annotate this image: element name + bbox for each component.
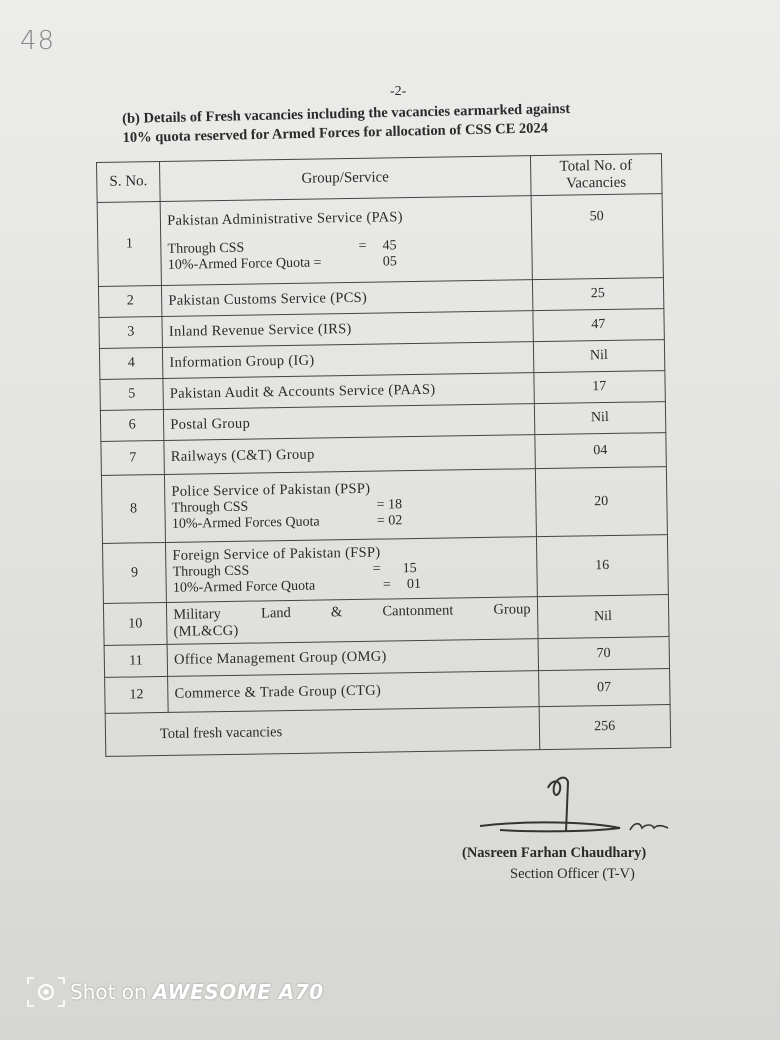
row-total: Nil: [533, 340, 665, 373]
header-sno: S. No.: [97, 161, 161, 202]
row-sno: 9: [102, 542, 166, 603]
row-total: 25: [532, 278, 664, 311]
sub-value: 15: [402, 561, 417, 577]
sub-value: 01: [406, 576, 422, 593]
vacancies-table-wrap: [96, 153, 671, 757]
row-group-name: Railways (C&T) Group: [164, 435, 535, 475]
row-sno: 8: [101, 474, 165, 543]
row-group-name: Pakistan Customs Service (PCS): [162, 280, 533, 317]
table-row: [97, 194, 663, 287]
row-group-name: Foreign Service of Pakistan (FSP): [172, 544, 381, 564]
camera-watermark: [26, 976, 324, 1008]
row-sno: 7: [101, 440, 165, 475]
row-group-name: Police Service of Pakistan (PSP): [171, 480, 371, 500]
row-sno: 12: [105, 676, 169, 713]
sub-label: Through CSS: [167, 240, 245, 257]
signatory-name: (Nasreen Farhan Chaudhary): [462, 845, 647, 861]
header-total-line1: Total No. of: [559, 157, 633, 175]
row-total: 70: [538, 637, 670, 671]
row-group-name: Pakistan Audit & Accounts Service (PAAS): [163, 373, 534, 410]
heading-line-2: 10% quota reserved for Armed Forces for allocation of CSS CE 2024: [122, 120, 549, 146]
row-group-name: Office Management Group (OMG): [167, 639, 538, 677]
signatory-title: Section Officer (T-V): [510, 866, 635, 882]
camera-lens-icon: [26, 976, 66, 1008]
total-label: Total fresh vacancies: [105, 707, 539, 757]
sub-eq: =: [358, 238, 367, 254]
sub-value: 45: [382, 238, 397, 254]
sub-eq: =: [382, 577, 391, 593]
row-sno: 3: [99, 316, 163, 348]
page-number: -2-: [390, 84, 407, 99]
row-sno: 5: [100, 378, 164, 410]
row-total: 07: [538, 669, 670, 707]
row-group-name: Inland Revenue Service (IRS): [162, 311, 533, 348]
handwritten-page-note: 48: [20, 26, 56, 56]
header-group: Group/Service: [160, 156, 531, 202]
row-total: 04: [534, 433, 666, 469]
sub-label: Through CSS: [172, 563, 250, 580]
row-group-name-line2: (ML&CG): [173, 622, 239, 640]
row-group-name: Pakistan Administrative Service (PAS): [167, 209, 403, 229]
row-total: 17: [533, 371, 665, 404]
name-word: Military: [173, 605, 221, 623]
vacancies-table: [96, 153, 671, 757]
row-sno: 6: [100, 409, 164, 441]
table-row: [102, 535, 668, 604]
sub-label: 10%-Armed Forces Quota: [171, 514, 320, 532]
name-word: Land: [260, 604, 291, 621]
sub-label: 10%-Armed Force Quota: [172, 578, 316, 596]
sub-label: 10%-Armed Force Quota =: [167, 255, 322, 273]
row-sno: 10: [103, 602, 167, 645]
total-row: [105, 705, 671, 757]
row-group-name: Commerce & Trade Group (CTG): [168, 671, 539, 713]
name-word: &: [330, 603, 343, 620]
row-sno: 1: [97, 201, 162, 286]
watermark-brand: AWESOME A70: [152, 980, 324, 1004]
signature-mark: [470, 770, 690, 850]
sub-value: = 18: [376, 497, 403, 513]
row-total: 47: [532, 309, 664, 342]
heading-line-1: (b) Details of Fresh vacancies including the vacancies earmarked against: [122, 100, 571, 127]
row-total: 16: [536, 535, 668, 597]
row-group: [167, 597, 538, 645]
sub-label: Through CSS: [171, 499, 249, 516]
sub-eq: =: [372, 561, 381, 577]
row-sno: 11: [104, 644, 168, 677]
header-total: [530, 154, 662, 196]
name-word: Cantonment: [382, 601, 454, 620]
row-group-name: Information Group (IG): [163, 342, 534, 379]
row-total: Nil: [537, 595, 669, 639]
row-group-name: Postal Group: [164, 404, 535, 441]
row-total: 20: [535, 467, 668, 537]
sub-value: 05: [382, 254, 397, 270]
name-word: Group: [493, 600, 531, 618]
row-total: 50: [531, 194, 664, 280]
table-row: [101, 467, 667, 544]
row-sno: 2: [98, 285, 162, 317]
sub-value: = 02: [376, 513, 403, 529]
row-total: Nil: [534, 402, 666, 435]
row-group: [166, 537, 537, 603]
row-group: [160, 196, 532, 286]
row-group: [165, 469, 536, 543]
total-value: 256: [539, 705, 671, 750]
watermark-prefix: Shot on: [70, 980, 147, 1004]
row-sno: 4: [99, 347, 163, 379]
header-total-line2: Vacancies: [566, 174, 627, 192]
